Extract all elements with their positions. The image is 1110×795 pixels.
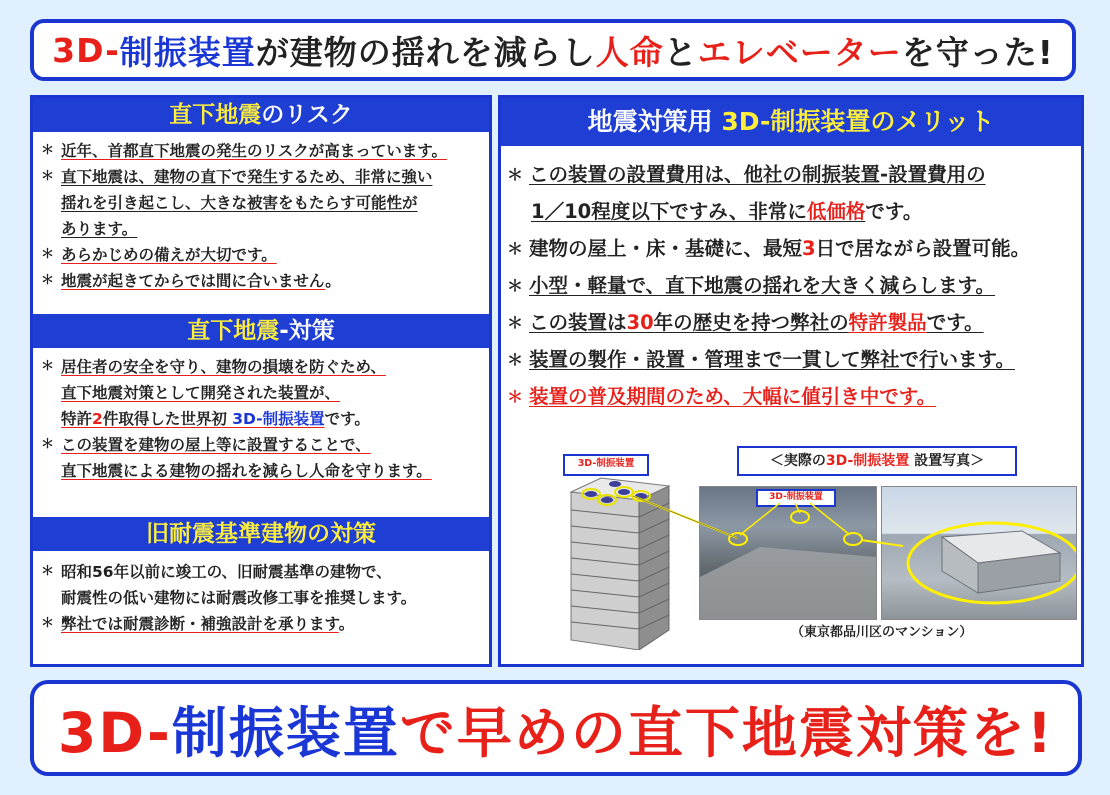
- measure-heading: [33, 314, 489, 348]
- right-panel: [498, 95, 1084, 667]
- connector-lines: [501, 98, 1087, 670]
- measure-item-cont: [37, 380, 485, 406]
- measure-item-text: 直下地震対策として開発された装置が、: [61, 384, 341, 402]
- old-item-period: 。: [338, 615, 355, 633]
- merit-patent-product: 特許製品: [848, 311, 927, 334]
- footer-device: [58, 689, 400, 768]
- header-3d: 3D-: [52, 30, 120, 70]
- merit-item-text: この装置の設置費用は、他社の制振装置-設置費用の: [529, 163, 986, 186]
- measure-section: [33, 348, 489, 517]
- measure-item: [37, 432, 485, 458]
- merit-item-text: 日で居ながら設置可能。: [815, 237, 1031, 260]
- merit-item-text: 装置の普及期間のため、大幅に値引き中です。: [529, 385, 937, 408]
- old-item-text: 弊社では耐震診断・補強設計を承ります: [61, 615, 339, 633]
- measure-item-cont: [37, 458, 485, 484]
- merit-item-text: この装置は: [529, 311, 627, 334]
- merit-item-text: 小型・軽量で、直下地震の揺れを大きく減らします。: [529, 274, 996, 297]
- measure-heading-a: 直下地震: [187, 318, 280, 344]
- merit-heading-b: 3D-制振装置のメリット: [721, 107, 995, 136]
- header-device: 制振装置: [119, 32, 256, 72]
- risk-item-cont: [37, 190, 485, 216]
- device-tag-1: 3D-制振装置: [563, 454, 649, 476]
- patent-count: 2: [92, 410, 103, 428]
- measure-item-text: 直下地震による建物の揺れを減らし人命を守ります。: [61, 462, 432, 480]
- risk-item-text: 地震が起きてからでは間に合いません: [61, 272, 326, 290]
- photo-title-a: ＜実際の: [769, 453, 826, 469]
- measure-item-cont: [37, 406, 485, 432]
- risk-heading: [33, 98, 489, 132]
- risk-item-period: 。: [325, 272, 341, 290]
- risk-item-text: あります。: [61, 220, 138, 238]
- merit-item-text: 装置の製作・設置・管理まで一貫して弊社で行います。: [529, 348, 1015, 371]
- old-item-text: 耐震性の低い建物には耐震改修工事を推奨します。: [61, 589, 417, 607]
- old-item: [37, 611, 485, 637]
- risk-item-cont: [37, 216, 485, 242]
- photo-caption: （東京都品川区のマンション）: [791, 625, 973, 640]
- measure-patent-line: [61, 410, 325, 428]
- header-and: と: [663, 32, 698, 72]
- header-text-2: を守った!: [901, 32, 1054, 72]
- measure-item: [37, 354, 485, 380]
- measure-item-text: 居住者の安全を守り、建物の損壊を防ぐため、: [61, 358, 386, 376]
- header-life: 人命: [595, 32, 664, 72]
- old-item: [37, 559, 485, 585]
- old-section: [33, 551, 489, 641]
- measure-heading-b: -対策: [279, 318, 335, 344]
- risk-item: [37, 138, 485, 164]
- footer-text: で早めの直下地震対策を!: [399, 700, 1054, 765]
- top-banner: [30, 19, 1076, 81]
- patent-word: 特許: [61, 410, 93, 428]
- merit-item-text: です。: [926, 311, 984, 334]
- merit-item-text: 年の歴史を持つ弊社の: [653, 311, 849, 334]
- old-heading-text: 旧耐震基準建物の対策: [146, 521, 376, 547]
- bottom-banner: [30, 680, 1082, 776]
- risk-item-text: 揺れを引き起こし、大きな被害をもたらす可能性が: [61, 194, 418, 212]
- risk-item-text: 直下地震は、建物の直下で発生するため、非常に強い: [61, 168, 433, 186]
- risk-item-text: あらかじめの備えが大切です。: [61, 246, 277, 264]
- merit-item-text: 建物の屋上・床・基礎に、最短: [529, 237, 803, 260]
- risk-item-text: 近年、首都直下地震の発生のリスクが高まっています。: [61, 142, 447, 160]
- patent-end: です。: [324, 410, 370, 428]
- old-item-text: 昭和56年以前に竣工の、旧耐震基準の建物で、: [61, 563, 392, 581]
- risk-heading-b: のリスク: [261, 102, 353, 128]
- photo-title-b: 3D-制振装置: [825, 453, 910, 469]
- header-text-1: が建物の揺れを減らし: [255, 32, 596, 72]
- merit-years: 30: [626, 311, 654, 334]
- photo-title-c: 設置写真＞: [909, 453, 985, 469]
- risk-section: [33, 132, 489, 314]
- merit-days: 3: [802, 237, 816, 260]
- risk-heading-a: 直下地震: [169, 102, 262, 128]
- merit-low-price: 低価格: [806, 200, 866, 223]
- header-elevator: エレベーター: [697, 32, 902, 72]
- footer-device-name: 制振装置: [171, 700, 400, 765]
- risk-item: [37, 242, 485, 268]
- old-item-cont: [37, 585, 485, 611]
- risk-item: [37, 268, 485, 294]
- device-tag-2: 3D-制振装置: [756, 489, 836, 507]
- old-heading: [33, 517, 489, 551]
- footer-3d: 3D-: [58, 700, 172, 765]
- patent-device: 3D-制振装置: [232, 410, 325, 428]
- measure-item-text: この装置を建物の屋上等に設置することで、: [61, 436, 371, 454]
- risk-item: [37, 164, 485, 190]
- merit-item-text: です。: [865, 200, 923, 223]
- merit-heading-a: 地震対策用: [587, 107, 722, 136]
- merit-item-text: 1／10程度以下ですみ、非常に: [531, 200, 807, 223]
- left-panel: [30, 95, 492, 667]
- patent-text: 件取得した世界初: [102, 410, 233, 428]
